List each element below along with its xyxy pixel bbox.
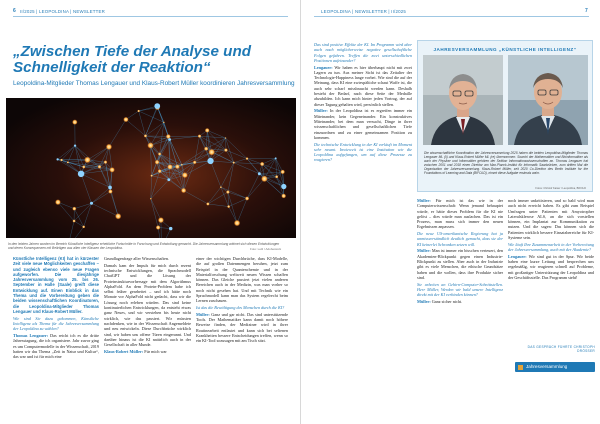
speaker-label: Müller: [417,248,431,254]
portrait-lengauer [423,55,503,145]
body-text: Grundlagenfrage aller Wissenschaften. [104,256,169,261]
intro-paragraph: Künstliche Intelligenz (KI) hat in kürzester Zeit viele neue Möglichkeiten geschaffen – und zugleich ebenso viele neue Fragen aufgeworfen. Die diesjährige Jahresversammlung vom 25. bis 26. September in Halle (Saale) greift diese Entwicklung auf. Einen Einblick in das Thema und die Vorbereitung geben die beiden wissenschaftlichen Koordinatoren, die Leopoldina-Mitglieder Thomas Lengauer und Klaus-Robert Müller. [13,256,99,314]
answer-text: Wir haben es hier überhaupt nicht mit zwei Lagern zu tun. Aus meiner Sicht ist das Zeitalter der Technologie-Happiness lange vorbei. Wie sind die auf der Meinung, dass KI eine zwiespältiche schaut Waffe ist, die auch sehr scharf missbraucht werden kann. Deshalb besteht der Bedarf, nach diese Seite der Medaille abzubilden. Ich kann mich hinter jeden Vortrag, der auf dieser Tagung gehalten wird, persönlich stellen. [314,64,412,107]
top-rule [314,16,589,17]
answer-text: Wir sind gut in der Spur. Wir beide haben eine kurze Leitung und besprechen uns regelmäßig, wir reagieren schnell auf Probleme, mit großartiger Unterstützung der Leopoldina und der Geschäftsstelle. Das Programm steht! [508,253,594,280]
speaker-label: Lengauer: [508,253,527,259]
interview-credit: DAS GESPRÄCH FÜHRTE CHRISTOPH DRÖSSER [527,345,595,354]
left-column-3 [196,256,288,345]
left-column-2 [104,256,191,356]
photo-credit: Foto: Leitl / Adobestock [250,247,282,251]
neural-network-illustration [6,98,296,238]
left-column-1 [13,256,99,361]
running-head: LEOPOLDINA | NEWSLETTER | II/2025 [321,9,407,14]
portrait-image [423,55,503,145]
answer-text: Ganz und gar nicht. Das sind unterstützende Tools. Der Mathematiker kann damit noch höhere Beweise finden, der Mediziner wird in ihrer Routinearbeit entlastet und kann sich bei seltenen Krankheiten bessere Entscheidungen treffen, wenn so ein KI-Tool sozusagen mit am Tisch sitzt. [196,311,289,344]
body-text: noch immer unkritisieren, und so bald wird man auch nicht erreicht haben. Es gibt zum Beispiel Umfragen unter Patienten mit Amyotropher Lateralsklerose ALS, an die sich vorstellen können, ein Implantat zur Kommunikation zu nutzen. Und die sagen: Das können sich die Patienten wirklich bessere Einsatzbereiche für KI-Systeme sein. [508,198,594,241]
speaker-label: Thomas Lengauer: [13,332,49,338]
body-text: einer der wichtigen Durchbrüche, dass KI-Modelle, die auf großen Datenmengen beruhen, jetzt zum Beispiel in der Quantenchemie und in der Materialforschung weltweit neuen Wissen schaffen können. Das Gleiche passiert jetzt vielen anderen Bereichen auch in der Medizin, was man vorher so noch nicht gesehen hat. Und mit Technik wie ein Sprachmodell kann man das System regelrecht beim Lernen zuschauen. [196,256,288,304]
answer-text: Für mich ist das wie in der Computerwissenschaft: Wenn jemand behauptet würde, er hätte dieses Problem für die KI nie gelöst – dies würde man auslachen. Das ist ein Prozess, man muss sich immer den neuen Ergebnissen anpassen. [417,198,503,230]
topic-tag-label: Jahresversammlung [526,363,568,369]
speaker-label: Klaus-Robert Müller: [104,348,144,354]
portrait-image [508,55,588,145]
info-box [417,40,593,192]
speaker-label: Müller: [417,298,431,304]
right-column-2 [417,198,503,306]
info-box-credit: Fotos: Christof Kaiser / Leopoldina, BIFOLD [535,187,586,190]
answer-text: Man ist immer ein bisschen verteuert, den Akademien-Blickpunkt gegen einen Industrie-Blickpunkt zu stellen. Aber auch in der Industrie gibt es viele Menschen, die ethische Grundsätze haben und die wollen, dass ihre Produkte sicher sind. [417,248,503,280]
tag-square-icon [518,365,523,370]
question: Ist das die Bewältigung des Menschen durch die KI? [196,305,285,311]
question: Wie läuft Ihre Zusammenarbeit in der Vorbereitung der Jahresversammlung, auch mit der Akademie? [508,241,594,253]
answer-text: Ganz sicher nicht. [431,298,463,304]
answer-text: Das reicht ich es die dritte Jahresstagung, die ich organisiere. Jahr zuvor ging es um Computermodelle in der Wissenschaft, 2019 hatten wir das Thema „Zeit in Natur und Kultur“, das war und ist für mich eine [13,332,100,360]
portrait-mueller [508,55,588,145]
headline: „Zwischen Tiefe der Analyse und Schnelligkeit der Reaktion“ [13,43,252,77]
topic-tag[interactable] [515,362,595,372]
speaker-label: Müller: [417,198,431,203]
speaker-label: Müller: [196,311,210,317]
right-column-3 [508,198,594,282]
page-number: 7 [585,8,588,14]
body-text: Damals kam der Impuls für mich durch rezent technische Entwicklungen, die Sprachmodell ChatGPT und die Lösung der Proteinstrukturvorhersage mit dem Algorithmus AlphaFold. An dem Protein-Problem habe ich selbst früher gearbeitet – und ich hätte noch Monate vor AlphaFold nicht gedacht, dass wir die Lösung noch erleben würden. Das sind keine kontinuierlichen Entwicklungen, da entsteht etwas ganz Neues, und wir verstehen bis heute nicht wirklich, wie das passiert. Wir müssten nachdenken, wie in der Wissenschaft Angemeldete und neu entwickeln. Diese Durchbrüche wirklich sind, wir haben uns offene Türen eingerannt. Und darüber hinaus ist die KI natürlich auch in der Gesellschaft in aller Munde. [104,262,191,348]
answer-text: In der Leopoldina ist es ergreifen immer ein Miteinander, kein Gegeneinander. Ein konstruktives Miteinander, bei dem man versucht, Dinge in ihrer wissenschaftlichen und gesellschaftlichen Tiefe einzuordnen und zu einer gemeinsamen Position zu kommen. [314,108,412,140]
right-page [300,0,600,424]
network-image [6,98,296,238]
page-number: 6 [13,8,16,14]
info-box-caption: Die wissenschaftliche Koordination der Jahresversammlung 2025 haben die beiden Leopoldina-Mitglieder Thomas Lengauer ML (li) und Klaus-Robert Müller ML (re) übernommen. Sowohl der Mathematiker und Bioinformatiker als auch der Physiker und Informatiker gehören der Sektion Informationswissenschaften an. Thomas Lengauer hat zwischen 2001 und 2018 einen Direktor am Max-Planck-Institut für Informatik Saarbrücken, zum dritten Mal die Organisation der Jahresversammlung. Klaus-Robert Müller, seit 2020 Co-Direktor des Berlin Institute for the Foundations of Learning and Data (BIFOLD), nimmt diese Aufgabe erstmals wahr. [424,151,588,175]
subline: Leopoldina-Mitglieder Thomas Lengauer und Klaus-Robert Müller koordinieren Jahresversammlung [13,80,295,87]
running-head: II/2025 | LEOPOLDINA | NEWSLETTER [20,9,106,14]
right-column-1 [314,42,412,164]
answer-text: Für mich war [144,348,167,354]
question: Wie sind Sie dazu gekommen, Künstliche Intelligenz als Thema für die Jahresversammlung der Leopoldina zu wählen? [13,315,99,332]
question: Die technische Entwicklung in der KI verläuft im Moment sehr rasant. Inwieweit ist eine Institution wie die Leopoldina aufgefangen, um auf diese Prozesse zu reagieren? [314,141,412,163]
info-box-title: JAHRESVERSAMMLUNG „KÜNSTLICHE INTELLIGENZ“ [433,47,577,52]
question: Sie arbeiten an Gehirn-Computer-Schnittstellen. Herr Müller, Werden wir bald unsere Intelligenz direkt mit der KI verbinden können? [417,281,503,298]
speaker-label: Müller: [314,108,328,114]
question: Das sind positive Effekte der KI. Im Programm wird aber auch nach möglicherweise negative gesellschaftliche Folgen gefahren. Treffen die zwei unterschiedlichen Positionen aufeinander? [314,42,412,63]
top-rule [13,16,288,17]
image-caption: In den letzten Jahren wurden im Bereich Künstliche Intelligenz erhebliche Fortschritte in Forschung und Entwicklung gemacht. Die Jahresversammlung widmet sich diesen Entwicklungen und deren Konsequenzen mit Beiträgen aus allen vier Klassen der Leopoldina. [8,242,280,250]
speaker-label: Lengauer: [314,64,333,70]
question: Die neue US-amerikanische Regierung hat ja unmissverständlich deutlich gemacht, dass sie der KI keinerlei Schranken setzen will. [417,231,503,247]
